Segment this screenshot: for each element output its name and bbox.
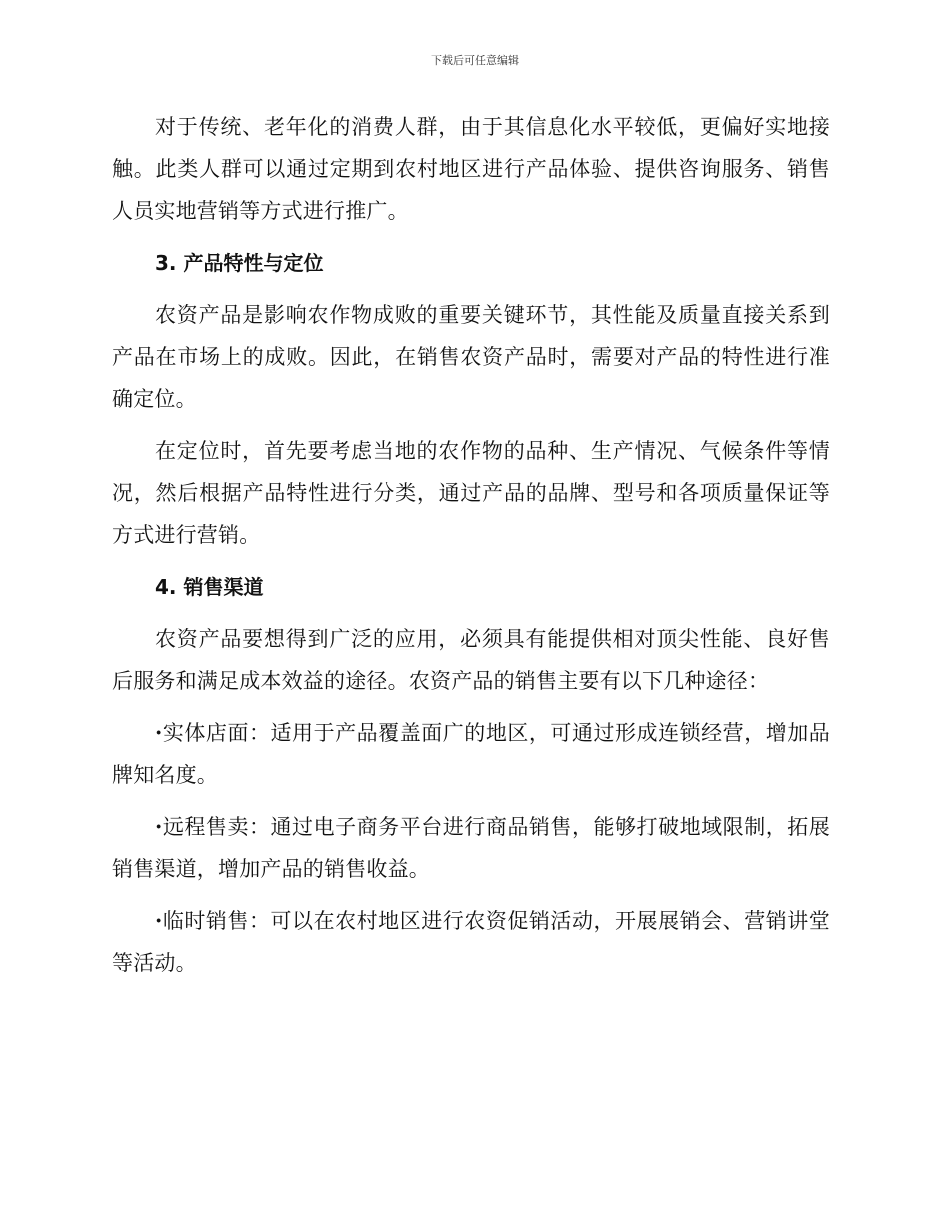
bullet-marker: ·	[155, 814, 163, 839]
bullet-text: 实体店面：适用于产品覆盖面广的地区，可通过形成连锁经营，增加品牌知名度。	[112, 721, 830, 787]
section-heading-sales-channels: 4. 销售渠道	[155, 575, 264, 599]
section-heading-product-positioning: 3. 产品特性与定位	[155, 251, 324, 275]
document-body	[112, 106, 830, 994]
paragraph-positioning-method: 在定位时，首先要考虑当地的农作物的品种、生产情况、气候条件等情况，然后根据产品特性进行分类，通过产品的品牌、型号和各项质量保证等方式进行营销。	[112, 439, 830, 547]
bullet-marker: ·	[155, 908, 163, 933]
page-header: 下载后可任意编辑	[431, 54, 519, 67]
bullet-marker: ·	[155, 720, 163, 745]
bullet-text: 临时销售：可以在农村地区进行农资促销活动，开展展销会、营销讲堂等活动。	[112, 909, 830, 975]
bullet-text: 远程售卖：通过电子商务平台进行商品销售，能够打破地域限制，拓展销售渠道，增加产品的销售收益。	[112, 815, 830, 881]
paragraph-sales-channels-intro: 农资产品要想得到广泛的应用，必须具有能提供相对顶尖性能、良好售后服务和满足成本效益的途径。农资产品的销售主要有以下几种途径：	[112, 627, 830, 693]
bullet-item-temporary-sales	[112, 900, 830, 984]
paragraph-consumer-groups: 对于传统、老年化的消费人群，由于其信息化水平较低，更偏好实地接触。此类人群可以通过定期到农村地区进行产品体验、提供咨询服务、销售人员实地营销等方式进行推广。	[112, 115, 830, 223]
bullet-item-physical-store	[112, 712, 830, 796]
bullet-item-online-sales	[112, 806, 830, 890]
paragraph-product-importance: 农资产品是影响农作物成败的重要关键环节，其性能及质量直接关系到产品在市场上的成败。因此，在销售农资产品时，需要对产品的特性进行准确定位。	[112, 303, 830, 411]
